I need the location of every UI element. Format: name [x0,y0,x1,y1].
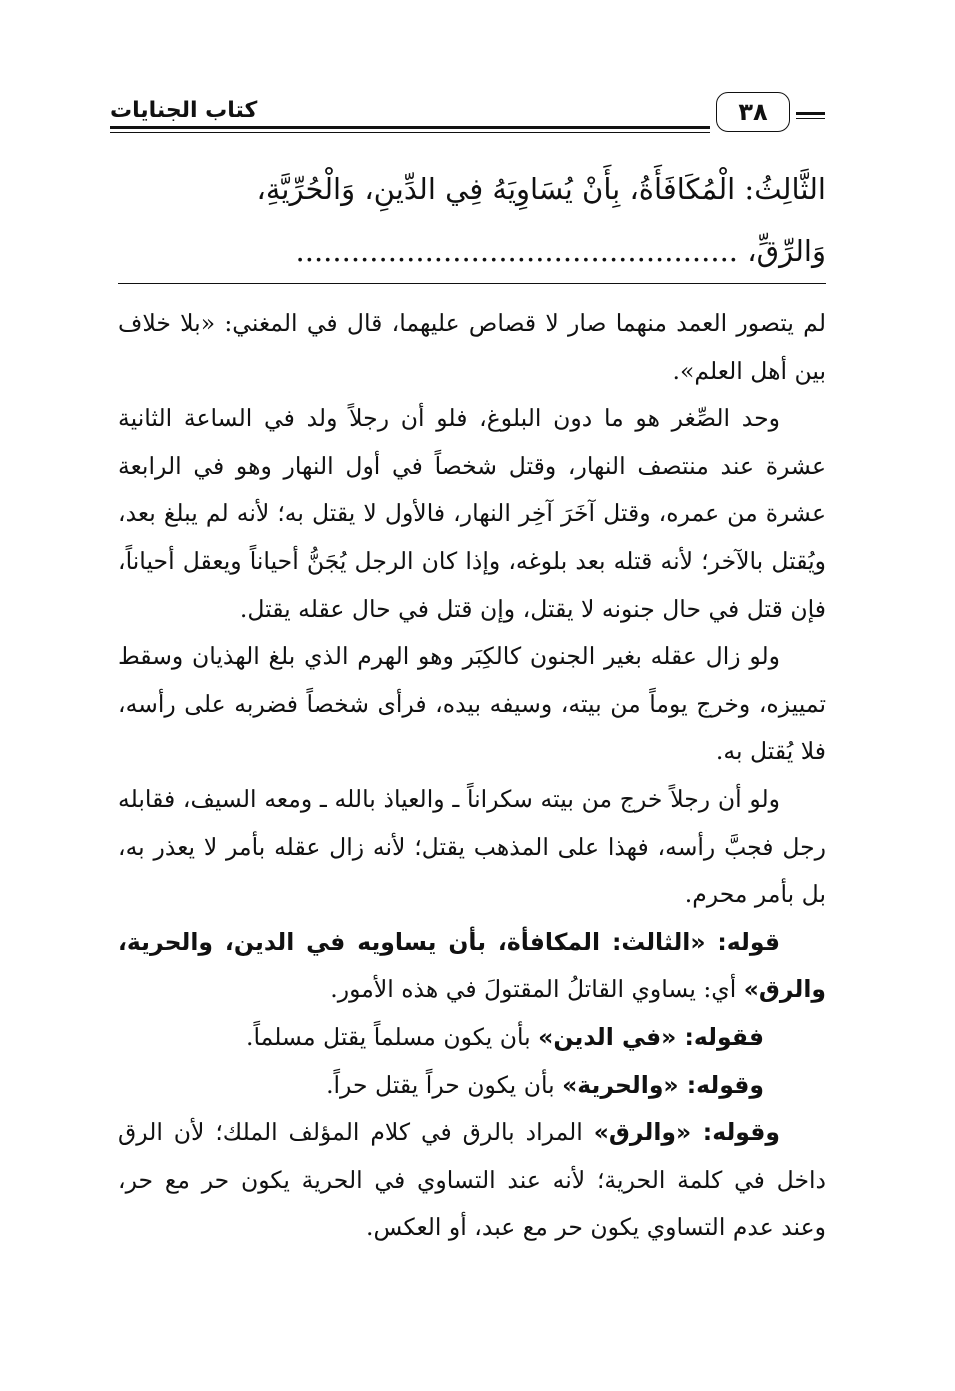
commentary [118,300,826,1252]
explanation-text: بأن يكون حراً يقتل حراً. [326,1070,563,1099]
commentary-paragraph-2: وحد الصِّغر هو ما دون البلوغ، فلو أن رجلاً ولد في الساعة الثانية عشرة عند منتصف النهار، وقتل شخصاً في أول النهار وهو في الرابعة عشرة من عمره، وقتل آخَرَ آخِر النهار، فالأول لا يقتل به؛ لأنه لم يبلغ بعد، ويُقتل بالآخر؛ لأنه قتله بعد بلوغه، وإذا كان الرجل يُجَنُّ أحياناً ويعقل أحياناً، فإن قتل في حال جنونه لا يقتل، وإن قتل في حال عقله يقتل. [118,404,826,623]
main-text-word: وَالرِّقِّ، [747,234,826,268]
header-rule-thick-right [796,112,825,115]
main-text-line-2 [118,220,826,282]
quoted-matn: وقوله: «والحرية» [562,1070,764,1099]
ellipsis-dots: ................................................ [295,234,739,268]
commentary-paragraph-1: لم يتصور العمد منهما صار لا قصاص عليهما، قال في المغني: «بلا خلاف بين أهل العلم». [118,309,826,385]
explanation-text: بأن يكون مسلماً يقتل مسلماً. [246,1022,539,1051]
main-text [118,158,826,282]
quoted-matn: وقوله: «والرق» [593,1118,781,1147]
header-rule-thick-left [110,126,710,129]
commentary-paragraph-7 [118,1062,826,1110]
commentary-paragraph-6 [118,1014,826,1062]
commentary-paragraph-4: ولو أن رجلاً خرج من بيته سكراناً ـ والعياذ بالله ـ ومعه السيف، فقابله رجل فجبَّ رأسه، فهذا على المذهب يقتل؛ لأنه زال عقله بأمر لا يعذر به، بل بأمر محرم. [118,784,826,909]
quoted-matn: قوله: «الثالث: المكافأة، بأن يساويه في الدين، والحرية، والرق» [118,927,826,1004]
text-separator [118,283,826,284]
commentary-paragraph-3: ولو زال عقله بغير الجنون كالكِبَر وهو الهرم الذي بلغ الهذيان وسقط تمييزه، وخرج يوماً من بيته، وسيفه بيده، فرأى شخصاً فضربه على رأسه، فلا يُقتل به. [118,642,826,766]
commentary-paragraph-5 [118,919,826,1014]
page-number: ٣٨ [716,92,790,132]
running-header [110,84,825,146]
explanation-text: المراد بالرق في كلام المؤلف الملك؛ لأن الرق داخل في كلمة الحرية؛ لأنه عند التساوي في الحرية يكون حر مع حر، وعند عدم التساوي يكون حر مع عبد، أو العكس. [118,1118,826,1242]
quoted-matn: فقوله: «في الدين» [538,1022,764,1051]
header-rule-thin-left [110,132,710,133]
explanation-text: أي: يساوي القاتلُ المقتولَ في هذه الأمور. [330,975,744,1004]
book-title: كتاب الجنايات [110,98,258,123]
header-rule-thin-right [796,118,825,119]
commentary-paragraph-8 [118,1109,826,1252]
main-text-line-1: الثَّالِثُ: الْمُكَافَأَةُ، بِأَنْ يُسَاوِيَهُ فِي الدِّينِ، وَالْحُرِّيَّةِ، [256,172,826,206]
